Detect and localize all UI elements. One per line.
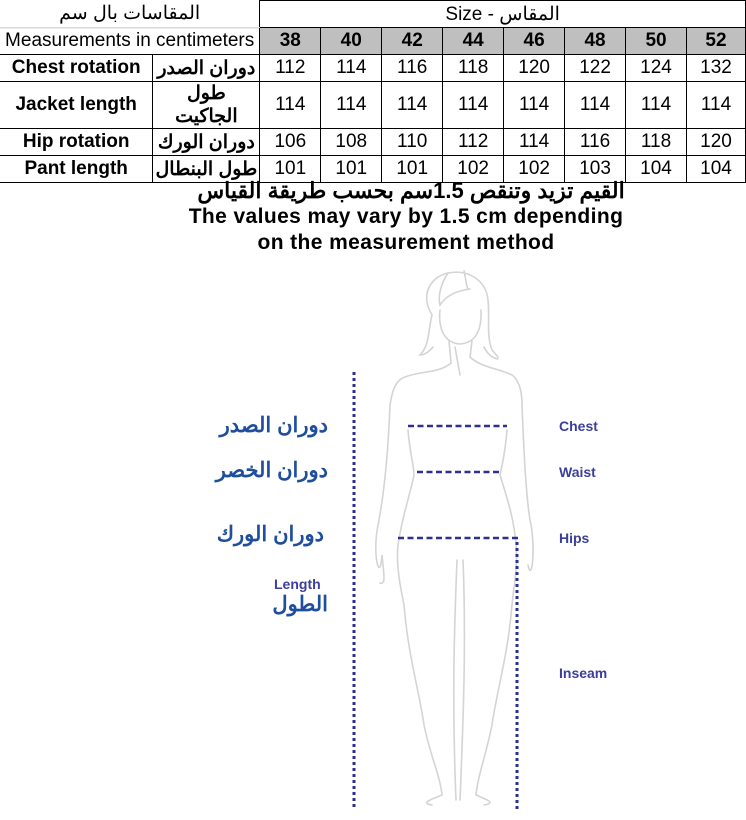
note-arabic: القيم تزيد وتنقص 1.5سم بحسب طريقة القياس [197, 178, 625, 203]
row-label-en: Jacket length [0, 82, 153, 129]
row-label-ar: دوران الصدر [153, 55, 260, 82]
header-row-1 [0, 1, 746, 28]
cell: 116 [382, 55, 443, 82]
cell: 120 [686, 129, 745, 156]
size-48: 48 [565, 28, 626, 55]
row-label-ar: دوران الورك [153, 129, 260, 156]
cell: 104 [626, 156, 687, 183]
cell: 118 [626, 129, 687, 156]
cell: 102 [443, 156, 504, 183]
cell: 114 [382, 82, 443, 129]
cell: 101 [321, 156, 382, 183]
label-length-ar: الطول [272, 593, 328, 616]
row-label-ar: طول الجاكيت [153, 82, 260, 129]
size-44: 44 [443, 28, 504, 55]
cell: 114 [565, 82, 626, 129]
cell: 102 [504, 156, 565, 183]
size-40: 40 [321, 28, 382, 55]
row-label-en: Pant length [0, 156, 153, 183]
row-label-en: Chest rotation [0, 55, 153, 82]
body-measurement-diagram [0, 255, 746, 820]
size-header [260, 1, 746, 28]
cell: 114 [321, 55, 382, 82]
label-waist-en: Waist [559, 464, 596, 480]
cell: 101 [382, 156, 443, 183]
cell: 120 [504, 55, 565, 82]
cell: 116 [565, 129, 626, 156]
table-row-chest [0, 55, 746, 82]
female-figure-illustration [0, 255, 746, 820]
header-row-2 [0, 28, 746, 55]
cell: 101 [260, 156, 321, 183]
cell: 104 [686, 156, 745, 183]
cell: 114 [686, 82, 745, 129]
cell: 114 [443, 82, 504, 129]
cell: 114 [504, 82, 565, 129]
cell: 103 [565, 156, 626, 183]
note-english-line2: on the measurement method [257, 231, 555, 254]
label-chest-ar: دوران الصدر [219, 414, 328, 437]
cell: 114 [504, 129, 565, 156]
size-46: 46 [504, 28, 565, 55]
cell: 114 [626, 82, 687, 129]
row-label-en: Hip rotation [0, 129, 153, 156]
header-arabic: المقاسات بال سم [0, 1, 260, 28]
cell: 108 [321, 129, 382, 156]
size-38: 38 [260, 28, 321, 55]
note-english-line1: The values may vary by 1.5 cm depending [188, 205, 624, 228]
cell: 114 [321, 82, 382, 129]
cell: 114 [260, 82, 321, 129]
size-50: 50 [626, 28, 687, 55]
label-inseam-en: Inseam [559, 665, 608, 681]
table-row-jacket [0, 82, 746, 129]
size-chart-table [0, 0, 746, 183]
table-row-hip [0, 129, 746, 156]
row-label-ar: طول البنطال [153, 156, 260, 183]
size-52: 52 [686, 28, 745, 55]
cell: 132 [686, 55, 745, 82]
label-hips-en: Hips [559, 530, 590, 546]
cell: 106 [260, 129, 321, 156]
label-chest-en: Chest [559, 418, 598, 434]
cell: 124 [626, 55, 687, 82]
size-42: 42 [382, 28, 443, 55]
label-hip-ar: دوران الورك [216, 523, 324, 546]
label-waist-ar: دوران الخصر [215, 459, 328, 482]
cell: 122 [565, 55, 626, 82]
size-header-text: Size - المقاس [445, 3, 560, 25]
cell: 112 [260, 55, 321, 82]
label-length-en: Length [274, 576, 321, 592]
cell: 118 [443, 55, 504, 82]
header-english: Measurements in centimeters [0, 28, 260, 55]
cell: 112 [443, 129, 504, 156]
cell: 110 [382, 129, 443, 156]
